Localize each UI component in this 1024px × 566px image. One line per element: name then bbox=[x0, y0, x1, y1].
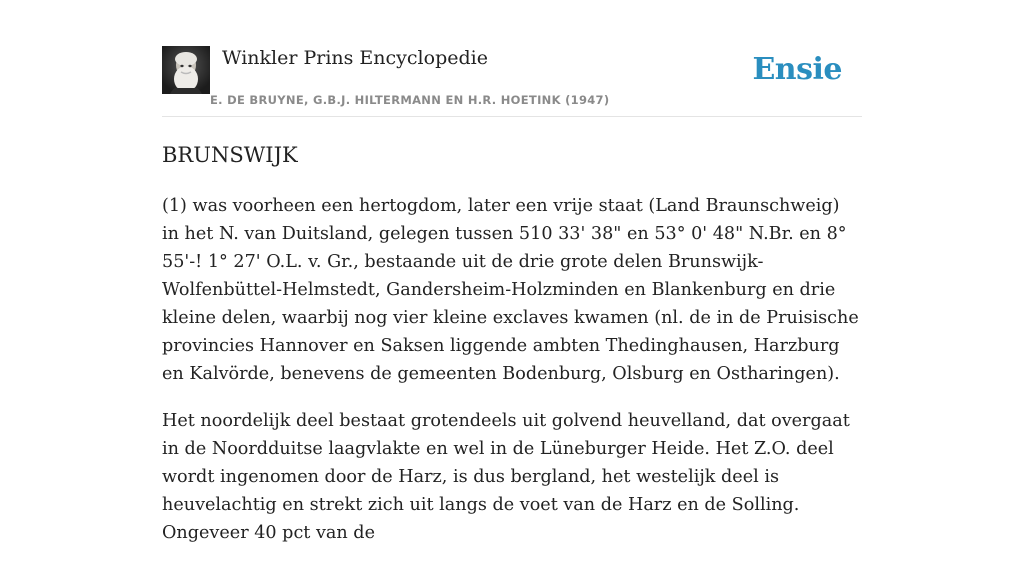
site-title[interactable]: Winkler Prins Encyclopedie bbox=[222, 47, 488, 69]
entry-paragraph: (1) was voorheen een hertogdom, later een vrije staat (Land Braunschweig) in het N. van Duitsland, gelegen tussen 510 33' 38" en 53° 0' 48" N.Br. en 8° 55'-! 1° 27' O.L. v. Gr., bestaande uit de drie grote delen Brunswijk-Wolfenbüttel-Helmstedt, Gandersheim-Holzminden en Blankenburg en drie kleine delen, waarbij nog vier kleine exclaves kwamen (nl. de in de Pruisische provincies Hannover en Saksen liggende ambten Thedinghausen, Harzburg en Kalvörde, benevens de gemeenten Bodenburg, Olsburg en Ostharingen). bbox=[162, 196, 859, 384]
author-avatar-icon[interactable] bbox=[162, 46, 210, 94]
authors-byline: E. DE BRUYNE, G.B.J. HILTERMANN EN H.R. HOETINK (1947) bbox=[210, 93, 610, 107]
entry-title: BRUNSWIJK bbox=[162, 143, 298, 167]
bearded-man-portrait-icon bbox=[162, 46, 210, 94]
entry-content bbox=[162, 192, 862, 566]
entry-paragraph: Het noordelijk deel bestaat grotendeels uit golvend heuvelland, dat overgaat in de Noordduitse laagvlakte en wel in de Lüneburger Heide. Het Z.O. deel wordt ingenomen door de Harz, is dus bergland, het westelijk deel is heuvelachtig en strekt zich uit langs de voet van de Harz en de Solling. Ongeveer 40 pct van de bbox=[162, 411, 850, 543]
brand-logo-link[interactable]: Ensie bbox=[752, 52, 842, 87]
site-header bbox=[162, 46, 862, 117]
